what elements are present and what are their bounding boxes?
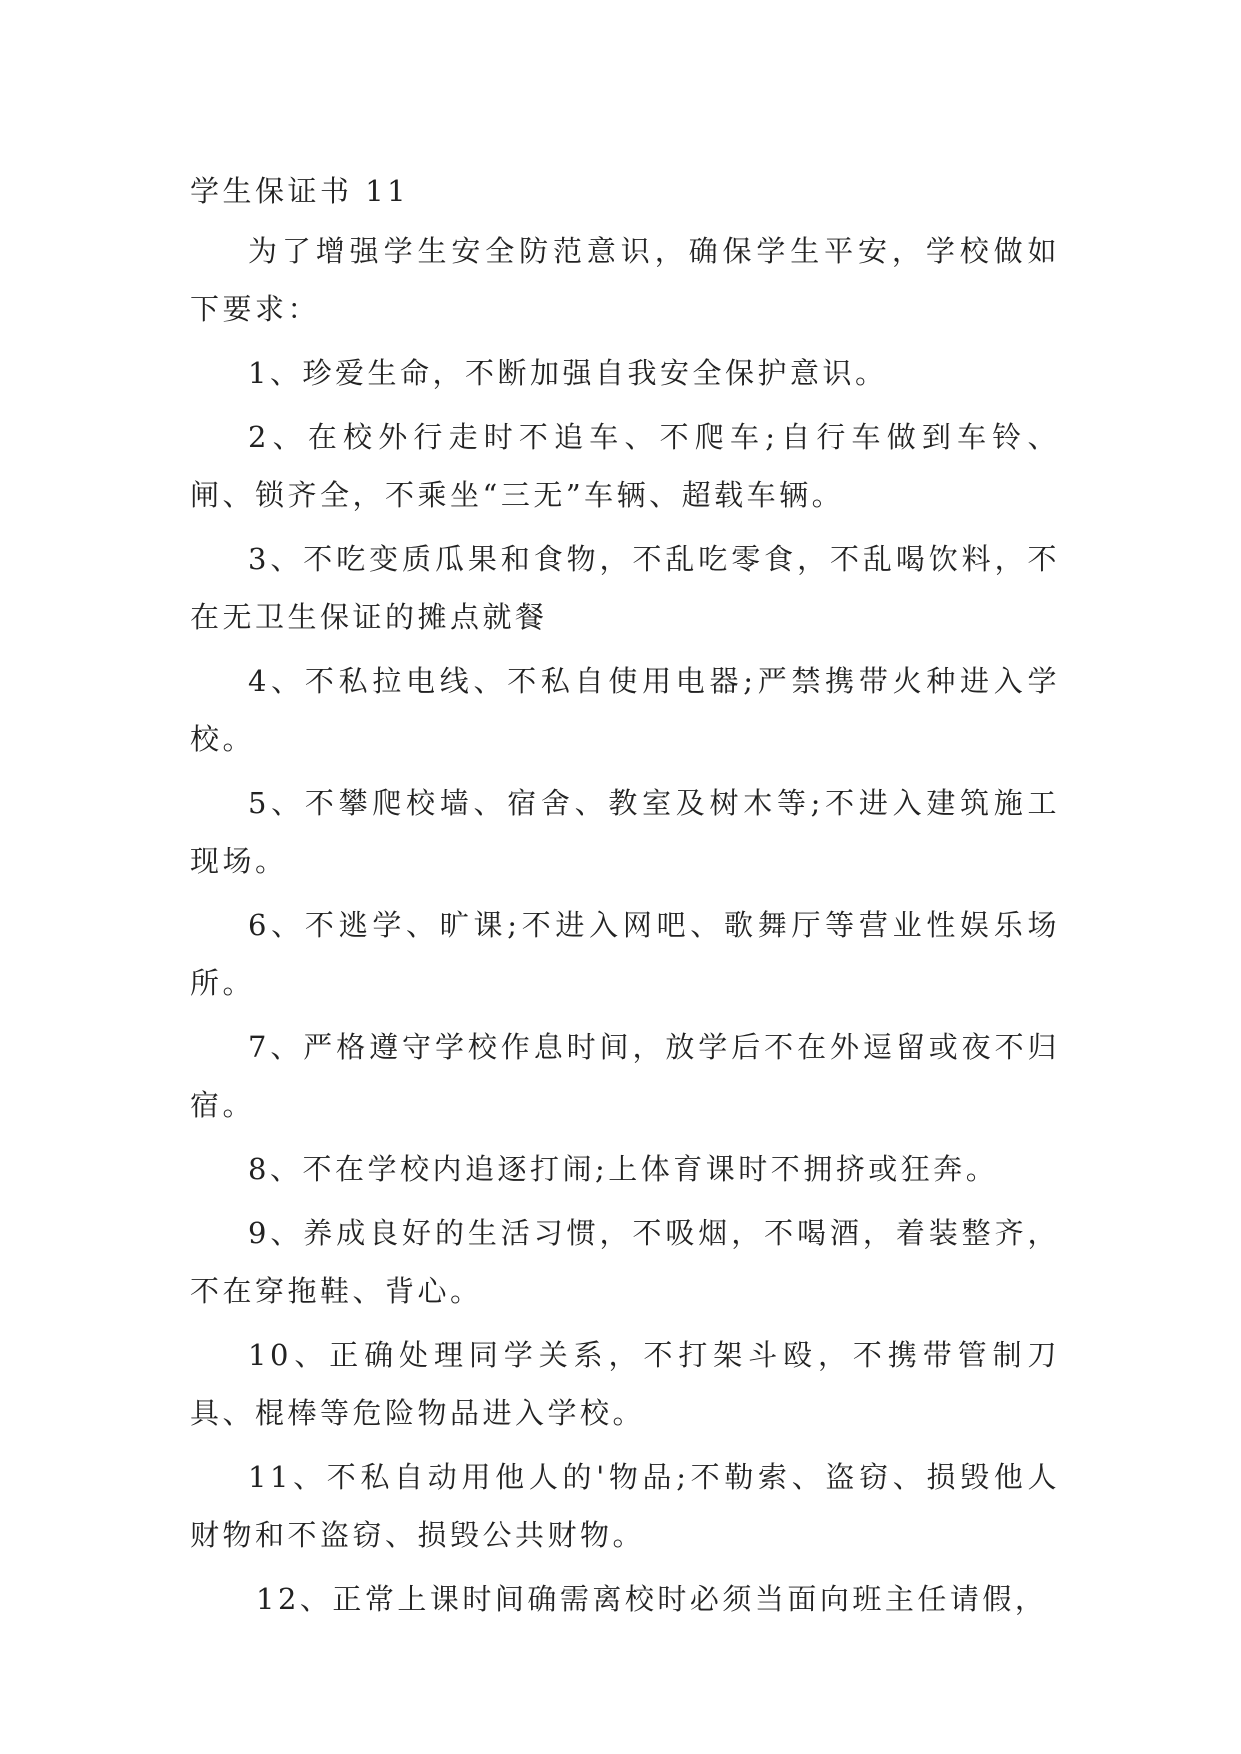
rule-item-5: 5、不攀爬校墙、宿舍、教室及树木等;不进入建筑施工现场。 bbox=[190, 786, 1060, 878]
intro-paragraph: 为了增强学生安全防范意识，确保学生平安，学校做如下要求： bbox=[190, 234, 1060, 326]
rule-item-1: 1、珍爱生命，不断加强自我安全保护意识。 bbox=[248, 356, 888, 390]
rule-item-2: 2、在校外行走时不追车、不爬车;自行车做到车铃、闸、锁齐全，不乘坐“三无”车辆、超载车辆。 bbox=[190, 420, 1060, 512]
rule-item-7: 7、严格遵守学校作息时间，放学后不在外逗留或夜不归宿。 bbox=[190, 1030, 1060, 1122]
rule-item-9: 9、养成良好的生活习惯，不吸烟，不喝酒，着装整齐，不在穿拖鞋、背心。 bbox=[190, 1216, 1060, 1308]
rule-item-4: 4、不私拉电线、不私自使用电器;严禁携带火种进入学校。 bbox=[190, 664, 1060, 756]
rule-item-11: 11、不私自动用他人的'物品;不勒索、盗窃、损毁他人财物和不盗窃、损毁公共财物。 bbox=[190, 1460, 1060, 1552]
document-body bbox=[190, 160, 1060, 1634]
document-title: 学生保证书 11 bbox=[190, 174, 410, 208]
rule-item-6: 6、不逃学、旷课;不进入网吧、歌舞厅等营业性娱乐场所。 bbox=[190, 908, 1060, 1000]
rule-item-8: 8、不在学校内追逐打闹;上体育课时不拥挤或狂奔。 bbox=[248, 1152, 999, 1186]
rule-item-10: 10、正确处理同学关系，不打架斗殴，不携带管制刀具、棍棒等危险物品进入学校。 bbox=[190, 1338, 1060, 1430]
rule-item-3: 3、不吃变质瓜果和食物，不乱吃零食，不乱喝饮料，不在无卫生保证的摊点就餐 bbox=[190, 542, 1060, 634]
rule-item-12: 12、正常上课时间确需离校时必须当面向班主任请假， bbox=[256, 1582, 1048, 1616]
